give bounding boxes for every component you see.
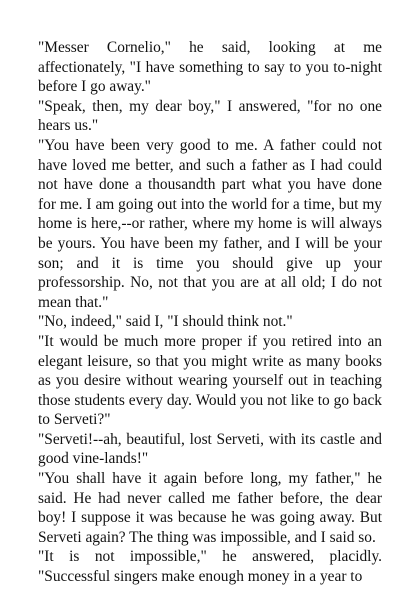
paragraph: "It would be much more proper if you retired into an elegant leisure, so that you might write as many books as you desire without wearing yourself out in teaching those students every day. Would you not like to go back to Serveti?" <box>38 332 382 429</box>
paragraph: "No, indeed," said I, "I should think not." <box>38 313 293 331</box>
paragraph: "Messer Cornelio," he said, looking at me affectionately, "I have something to say to you to-night before I go away." <box>38 39 382 96</box>
paragraph: "It is not impossible," he answered, placidly. "Successful singers make enough money in a year to <box>38 548 382 586</box>
paragraph: "Speak, then, my dear boy," I answered, "for no one hears us." <box>38 97 382 135</box>
paragraph: "Serveti!--ah, beautiful, lost Serveti, with its castle and good vine-lands!" <box>38 430 382 468</box>
paragraph: "You shall have it again before long, my father," he said. He had never called me father before, the dear boy! I suppose it was because he was going away. But Serveti again? The thing was impossible, and I said so. <box>38 470 382 546</box>
book-page-text <box>38 38 382 587</box>
paragraph: "You have been very good to me. A father could not have loved me better, and such a father as I had could not have done a thousandth part what you have done for me. I am going out into the world for a time, but my home is here,--or rather, where my home is will always be yours. You have been my father, and I will be your son; and it is time you should give up your professorship. No, not that you are at all old; I do not mean that." <box>38 136 382 311</box>
